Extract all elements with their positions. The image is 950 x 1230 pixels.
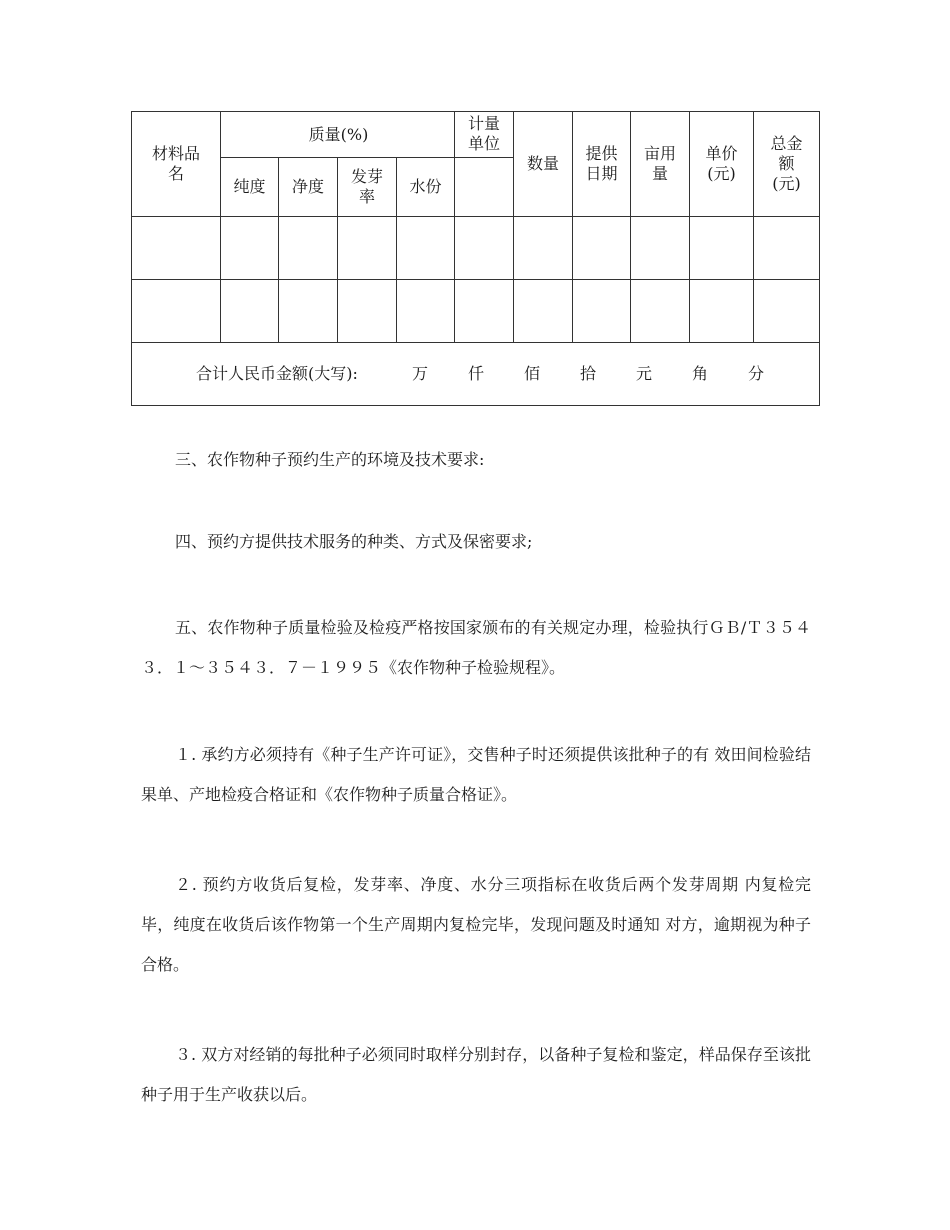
header-cleanliness: 净度: [279, 158, 338, 217]
section-5-item-3: ３. 双方对经销的每批种子必须同时取样分别封存，以备种子复检和鉴定，样品保存至该批种子用于生产收获以后。: [141, 1045, 811, 1104]
header-unit-price: 单价 (元): [690, 112, 754, 217]
table-cell[interactable]: [690, 217, 754, 280]
section-5-item-1: １. 承约方必须持有《种子生产许可证》，交售种子时还须提供该批种子的有 效田间检验结果单、产地检疫合格证和《农作物种子质量合格证》。: [141, 745, 811, 804]
table-cell[interactable]: [397, 217, 455, 280]
table-cell[interactable]: [279, 280, 338, 343]
header-moisture: 水份: [397, 158, 455, 217]
unit-yuan: 元: [636, 364, 653, 383]
section-5-item-2: ２. 预约方收货后复检，发芽率、净度、水分三项指标在收货后两个发芽周期 内复检完毕，纯度在收货后该作物第一个生产周期内复检完毕，发现问题及时通知 对方，逾期视为种子合格。: [141, 875, 811, 974]
table-cell[interactable]: [338, 280, 397, 343]
header-per-mu: 亩用 量: [631, 112, 690, 217]
section-5-quality-inspection: 五、农作物种子质量检验及检疫严格按国家颁布的有关规定办理，检验执行ＧＢ/Ｔ３５４３．１～３５４３．７－１９９５《农作物种子检验规程》。: [141, 618, 811, 677]
table-cell[interactable]: [573, 217, 631, 280]
table-cell[interactable]: [631, 217, 690, 280]
header-germination: 发芽 率: [338, 158, 397, 217]
unit-wan: 万: [412, 364, 429, 383]
table-header-row: [132, 112, 820, 158]
header-purity: 纯度: [221, 158, 279, 217]
unit-jiao: 角: [692, 364, 709, 383]
total-amount-label: 合计人民币金额(大写):: [196, 364, 358, 383]
header-material-name: 材料品名: [132, 112, 221, 217]
table-cell[interactable]: [455, 280, 514, 343]
table-cell[interactable]: [514, 280, 573, 343]
unit-shi: 拾: [580, 364, 597, 383]
table-row: [132, 280, 820, 343]
table-cell[interactable]: [221, 280, 279, 343]
table-cell[interactable]: [514, 217, 573, 280]
table-cell[interactable]: [132, 280, 221, 343]
table-row: [132, 217, 820, 280]
table-cell[interactable]: [279, 217, 338, 280]
table-cell[interactable]: [338, 217, 397, 280]
header-supply-date: 提供 日期: [573, 112, 631, 217]
header-total-amount: 总金 额 (元): [754, 112, 820, 217]
table-cell[interactable]: [573, 280, 631, 343]
section-3-environment-requirements: 三、农作物种子预约生产的环境及技术要求:: [175, 450, 485, 469]
unit-fen: 分: [748, 364, 765, 383]
section-4-technical-services: 四、预约方提供技术服务的种类、方式及保密要求;: [175, 532, 533, 551]
total-amount-cell[interactable]: [132, 343, 820, 406]
table-cell[interactable]: [754, 217, 820, 280]
header-quality-group: 质量(%): [221, 112, 455, 158]
header-measure-unit-empty: [455, 158, 514, 217]
table-cell[interactable]: [690, 280, 754, 343]
unit-qian: 仟: [468, 364, 485, 383]
header-quantity: 数量: [514, 112, 573, 217]
table-cell[interactable]: [754, 280, 820, 343]
header-measure-unit: 计量 单位: [455, 112, 514, 158]
table-cell[interactable]: [221, 217, 279, 280]
table-total-row: [132, 343, 820, 406]
table-cell[interactable]: [132, 217, 221, 280]
table-cell[interactable]: [397, 280, 455, 343]
table-cell[interactable]: [631, 280, 690, 343]
table-cell[interactable]: [455, 217, 514, 280]
seed-order-table: [131, 111, 820, 406]
unit-bai: 佰: [524, 364, 541, 383]
